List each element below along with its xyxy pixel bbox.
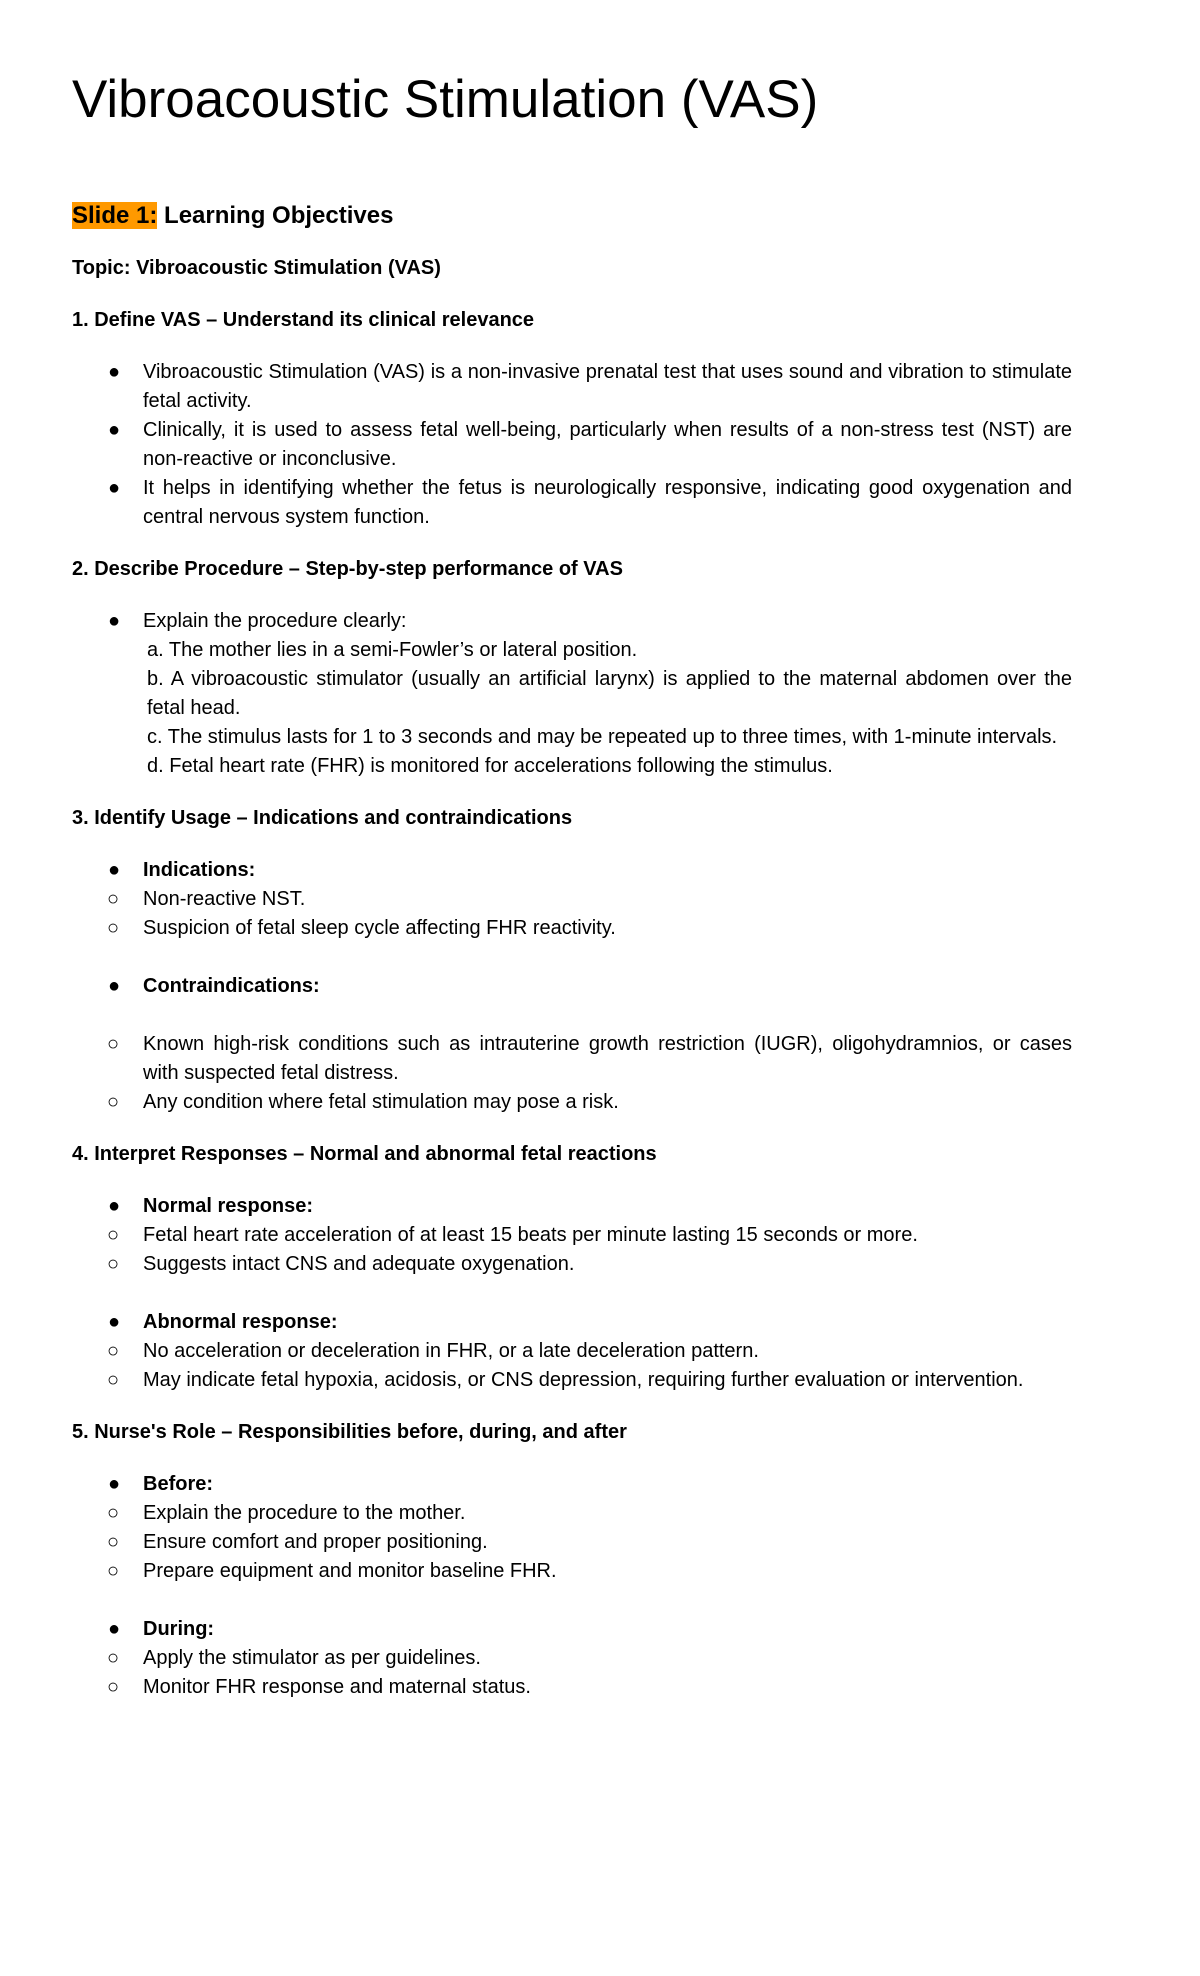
group-label-before: Before: bbox=[143, 1473, 214, 1495]
nurse-role-list-during bbox=[72, 1615, 1072, 1644]
list-item bbox=[72, 358, 1072, 416]
bullet-icon: ● bbox=[108, 610, 121, 632]
circle-bullet-icon: ○ bbox=[107, 1676, 120, 1698]
responses-list-abnormal bbox=[72, 1308, 1072, 1337]
list-item bbox=[72, 1308, 1072, 1337]
sub-list-item-text: Suggests intact CNS and adequate oxygenation. bbox=[143, 1253, 575, 1275]
list-item-text: It helps in identifying whether the fetus is neurologically responsive, indicating good oxygenation and central nervous system function. bbox=[143, 477, 1072, 528]
group-label-normal-response: Normal response: bbox=[143, 1195, 314, 1217]
sub-list-item-text: Apply the stimulator as per guidelines. bbox=[143, 1647, 481, 1669]
circle-bullet-icon: ○ bbox=[107, 1531, 120, 1553]
circle-bullet-icon: ○ bbox=[107, 1647, 120, 1669]
sub-list-item-text: Fetal heart rate acceleration of at least 15 beats per minute lasting 15 seconds or more. bbox=[143, 1224, 918, 1246]
slide-heading bbox=[72, 198, 393, 234]
sub-list-item bbox=[72, 1557, 1072, 1586]
list-item bbox=[72, 972, 1072, 1001]
sub-list-item-text: Suspicion of fetal sleep cycle affecting FHR reactivity. bbox=[143, 917, 616, 939]
sub-list-item-text: Prepare equipment and monitor baseline FHR. bbox=[143, 1560, 557, 1582]
bullet-icon: ● bbox=[108, 975, 121, 997]
circle-bullet-icon: ○ bbox=[107, 917, 120, 939]
define-vas-list bbox=[72, 358, 1072, 532]
slide-heading-text: Learning Objectives bbox=[157, 202, 394, 229]
bullet-icon: ● bbox=[108, 1195, 121, 1217]
circle-bullet-icon: ○ bbox=[107, 1340, 120, 1362]
bullet-icon: ● bbox=[108, 419, 121, 441]
list-item bbox=[72, 856, 1072, 885]
circle-bullet-icon: ○ bbox=[107, 1369, 120, 1391]
sub-list-item-text: Explain the procedure to the mother. bbox=[143, 1502, 466, 1524]
sub-list-item bbox=[72, 1250, 1072, 1279]
sub-list-item-text: Monitor FHR response and maternal status. bbox=[143, 1676, 531, 1698]
sub-list-item bbox=[72, 1088, 1072, 1117]
sub-list-item-text: May indicate fetal hypoxia, acidosis, or CNS depression, requiring further evaluation or intervention. bbox=[143, 1369, 1024, 1391]
abnormal-response-sublist bbox=[72, 1337, 1072, 1395]
section-heading-nurses-role: 5. Nurse's Role – Responsibilities before, during, and after bbox=[72, 1421, 627, 1443]
sub-list-item bbox=[72, 1030, 1072, 1088]
spacer bbox=[72, 1586, 1072, 1615]
list-item bbox=[72, 607, 1072, 781]
sub-list-item bbox=[72, 1673, 1072, 1702]
during-sublist bbox=[72, 1644, 1072, 1702]
circle-bullet-icon: ○ bbox=[107, 1253, 120, 1275]
slide-label-highlight: Slide 1: bbox=[72, 202, 158, 229]
usage-list-contra bbox=[72, 972, 1072, 1001]
sub-list-item bbox=[72, 1337, 1072, 1366]
bullet-icon: ● bbox=[108, 361, 121, 383]
bullet-icon: ● bbox=[108, 859, 121, 881]
sub-list-item-text: Ensure comfort and proper positioning. bbox=[143, 1531, 488, 1553]
section-heading-describe-procedure: 2. Describe Procedure – Step-by-step performance of VAS bbox=[72, 558, 623, 580]
bullet-icon: ● bbox=[108, 1311, 121, 1333]
document-title: Vibroacoustic Stimulation (VAS) bbox=[72, 70, 819, 129]
sub-list-item-text: Any condition where fetal stimulation may pose a risk. bbox=[143, 1091, 619, 1113]
circle-bullet-icon: ○ bbox=[107, 888, 120, 910]
section-heading-interpret-responses: 4. Interpret Responses – Normal and abnormal fetal reactions bbox=[72, 1143, 657, 1165]
list-item bbox=[72, 1470, 1072, 1499]
spacer bbox=[72, 1001, 1072, 1030]
responses-list bbox=[72, 1192, 1072, 1221]
procedure-step: c. The stimulus lasts for 1 to 3 seconds and may be repeated up to three times, with 1-minute intervals. bbox=[147, 726, 1058, 748]
list-item bbox=[72, 416, 1072, 474]
sub-list-item bbox=[72, 1644, 1072, 1673]
list-item-text: Vibroacoustic Stimulation (VAS) is a non-invasive prenatal test that uses sound and vibration to stimulate fetal activity. bbox=[143, 361, 1072, 412]
sub-list-item-text: No acceleration or deceleration in FHR, or a late deceleration pattern. bbox=[143, 1340, 759, 1362]
group-label-abnormal-response: Abnormal response: bbox=[143, 1311, 338, 1333]
procedure-steps bbox=[143, 607, 1072, 781]
group-label-indications: Indications: bbox=[143, 859, 256, 881]
list-item-text: Clinically, it is used to assess fetal well-being, particularly when results of a non-stress test (NST) are non-reactive or inconclusive. bbox=[143, 419, 1072, 470]
list-item bbox=[72, 1192, 1072, 1221]
spacer bbox=[72, 943, 1072, 972]
topic-line: Topic: Vibroacoustic Stimulation (VAS) bbox=[72, 257, 441, 279]
bullet-icon: ● bbox=[108, 1473, 121, 1495]
normal-response-sublist bbox=[72, 1221, 1072, 1279]
group-label-during: During: bbox=[143, 1618, 215, 1640]
procedure-step: b. A vibroacoustic stimulator (usually an artificial larynx) is applied to the maternal abdomen over the fetal head. bbox=[147, 668, 1072, 719]
sub-list-item bbox=[72, 1499, 1072, 1528]
procedure-list bbox=[72, 607, 1072, 781]
procedure-step: d. Fetal heart rate (FHR) is monitored for accelerations following the stimulus. bbox=[147, 755, 833, 777]
usage-list bbox=[72, 856, 1072, 885]
section-heading-define-vas: 1. Define VAS – Understand its clinical relevance bbox=[72, 309, 535, 331]
sub-list-item bbox=[72, 1221, 1072, 1250]
section-heading-identify-usage: 3. Identify Usage – Indications and contraindications bbox=[72, 807, 573, 829]
nurse-role-list bbox=[72, 1470, 1072, 1499]
sub-list-item bbox=[72, 1366, 1072, 1395]
spacer bbox=[72, 1279, 1072, 1308]
sub-list-item bbox=[72, 885, 1072, 914]
sub-list-item bbox=[72, 1528, 1072, 1557]
circle-bullet-icon: ○ bbox=[107, 1091, 120, 1113]
list-item bbox=[72, 474, 1072, 532]
circle-bullet-icon: ○ bbox=[107, 1224, 120, 1246]
sub-list-item-text: Non-reactive NST. bbox=[143, 888, 306, 910]
contraindications-sublist bbox=[72, 1030, 1072, 1117]
document-body bbox=[72, 254, 1072, 1702]
sub-list-item bbox=[72, 914, 1072, 943]
procedure-intro: Explain the procedure clearly: bbox=[143, 610, 407, 632]
bullet-icon: ● bbox=[108, 1618, 121, 1640]
circle-bullet-icon: ○ bbox=[107, 1502, 120, 1524]
before-sublist bbox=[72, 1499, 1072, 1586]
circle-bullet-icon: ○ bbox=[107, 1033, 120, 1055]
bullet-icon: ● bbox=[108, 477, 121, 499]
list-item bbox=[72, 1615, 1072, 1644]
sub-list-item-text: Known high-risk conditions such as intrauterine growth restriction (IUGR), oligohydramnios, or cases with suspected fetal distress. bbox=[143, 1033, 1072, 1084]
procedure-step: a. The mother lies in a semi-Fowler’s or lateral position. bbox=[147, 639, 638, 661]
group-label-contraindications: Contraindications: bbox=[143, 975, 320, 997]
indications-sublist bbox=[72, 885, 1072, 943]
circle-bullet-icon: ○ bbox=[107, 1560, 120, 1582]
